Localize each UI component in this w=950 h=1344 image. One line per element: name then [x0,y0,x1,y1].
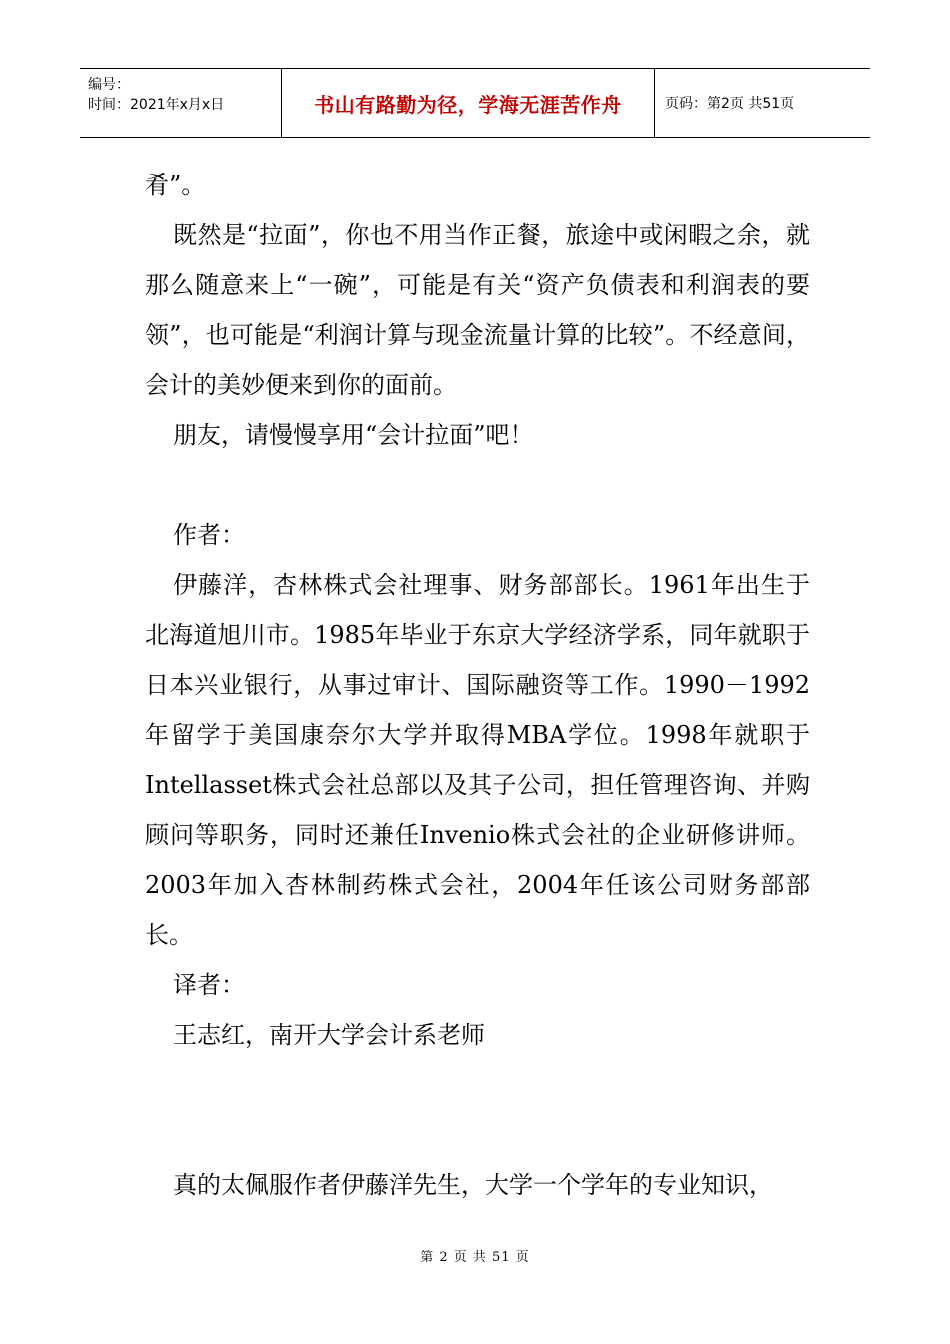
document-number-label: 编号： [88,77,130,93]
header-page-info: 页码：第2页 共51页 [665,96,795,112]
document-date: 时间：2021年x月x日 [88,97,225,113]
paragraph-invitation: 朋友，请慢慢享用“会计拉面”吧！ [173,421,534,449]
translator-heading: 译者： [173,971,245,999]
author-bio: 伊藤洋，杏林株式会社理事、财务部部长。1961年出生于北海道旭川市。1985年毕业于东京大学经济学系，同年就职于日本兴业银行，从事过审计、国际融资等工作。1990－1992年留学于美国康奈尔大学并取得MBA学位。1998年就职于Intellasset株式会社总部以及其子公司，担任管理咨询、并购顾问等职务，同时还兼任Invenio株式会社的企业研修讲师。2003年加入杏林制药株式会社，2004年任该公司财务部部长。 [145,571,810,949]
paragraph-intro: 既然是“拉面”，你也不用当作正餐，旅途中或闲暇之余，就那么随意来上“一碗”，可能是有关“资产负债表和利润表的要领”，也可能是“利润计算与现金流量计算的比较”。不经意间，会计的美妙便来到你的面前。 [145,221,810,399]
page-footer: 第 2 页 共 51 页 [420,1250,530,1265]
document-body [145,160,810,1210]
author-heading: 作者： [173,521,245,549]
translator-info: 王志红，南开大学会计系老师 [173,1021,485,1049]
header-meta [80,69,282,137]
header-motto: 书山有路勤为径，学海无涯苦作舟 [282,69,655,137]
paragraph-continuation: 肴”。 [145,171,206,199]
spacer [145,460,810,510]
spacer [145,1060,810,1160]
paragraph-review: 真的太佩服作者伊藤洋先生，大学一个学年的专业知识， [173,1171,773,1199]
page-header [80,68,870,138]
